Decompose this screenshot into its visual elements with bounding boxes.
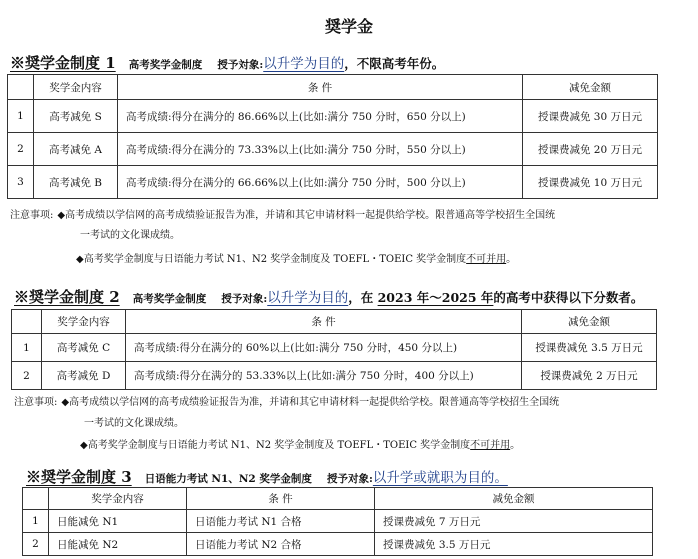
- header-cell: 减免金额: [523, 75, 658, 100]
- table-row: [12, 334, 657, 362]
- header-cell: [12, 310, 42, 334]
- scholarship-name: 高考减免 D: [42, 362, 126, 390]
- row-number: 1: [8, 100, 34, 133]
- scholarship-amount: 授课费减免 7 万日元: [375, 510, 653, 533]
- scholarship-name: 高考减免 A: [34, 133, 118, 166]
- scholarship-name: 高考减免 S: [34, 100, 118, 133]
- section-1-note-1: [10, 206, 555, 221]
- note-text: ◆高考成绩以学信网的高考成绩验证报告为准，并请和其它申请材料一起提供给学校。限普通高等学校招生全国统: [57, 210, 556, 221]
- section-1-heading: [10, 52, 444, 73]
- section-2-note-1-cont: 一考试的文化课成绩。: [84, 418, 184, 429]
- scholarship-amount: 授课费减免 30 万日元: [523, 100, 658, 133]
- header-cell: 条 件: [126, 310, 522, 334]
- section-1-table: [7, 74, 658, 199]
- section-2-note-2: [80, 436, 520, 451]
- scholarship-condition: 高考成绩:得分在满分的 73.33%以上(比如:满分 750 分时，550 分以上): [118, 133, 523, 166]
- table-row: [12, 362, 657, 390]
- table-row: [23, 510, 653, 533]
- section-1-title: ※奨学金制度 1: [10, 54, 116, 72]
- section-2-target-label: 授予对象:: [221, 293, 268, 305]
- table-row: [23, 533, 653, 556]
- header-cell: 奖学金内容: [49, 488, 187, 510]
- section-1-note-1-cont: 一考试的文化课成绩。: [80, 230, 180, 241]
- scholarship-condition: 高考成绩:得分在满分的 60%以上(比如:满分 750 分时，450 分以上): [126, 334, 522, 362]
- scholarship-name: 高考减免 C: [42, 334, 126, 362]
- scholarship-condition: 日语能力考试 N1 合格: [187, 510, 375, 533]
- section-3-title: ※奨学金制度 3: [26, 468, 132, 486]
- page-title: 奨学金: [324, 17, 373, 36]
- section-2-subtitle: 高考奖学金制度: [132, 293, 207, 305]
- note-emphasis: 不可并用: [470, 440, 511, 451]
- scholarship-condition: 日语能力考试 N2 合格: [187, 533, 375, 556]
- table-header-row: [8, 75, 658, 100]
- row-number: 1: [12, 334, 42, 362]
- table-row: [8, 100, 658, 133]
- row-number: 2: [23, 533, 49, 556]
- section-2-note-1: [14, 393, 559, 408]
- scholarship-amount: 授课费减免 2 万日元: [522, 362, 657, 390]
- scholarship-amount: 授课费减免 3.5 万日元: [375, 533, 653, 556]
- note-text: ◆高考奖学金制度与日语能力考试 N1、N2 奖学金制度及 TOEFL・TOEIC 奖学金制度: [80, 440, 471, 451]
- note-text: ◆高考奖学金制度与日语能力考试 N1、N2 奖学金制度及 TOEFL・TOEIC 奖学金制度: [76, 254, 467, 265]
- section-3-heading: [26, 466, 508, 487]
- row-number: 3: [8, 166, 34, 199]
- section-2-target: 以升学为目的: [267, 290, 349, 306]
- section-2-table: [11, 309, 657, 390]
- note-text: 。: [510, 440, 521, 451]
- section-3-target: 以升学或就职为目的。: [372, 470, 508, 486]
- header-cell: [23, 488, 49, 510]
- header-cell: 条 件: [187, 488, 375, 510]
- header-cell: 减免金额: [375, 488, 653, 510]
- scholarship-condition: 高考成绩:得分在满分的 53.33%以上(比如:满分 750 分时，400 分以上): [126, 362, 522, 390]
- section-1-note-2: [76, 250, 516, 265]
- section-1-target-rest: ，不限高考年份。: [344, 56, 445, 71]
- row-number: 2: [12, 362, 42, 390]
- table-row: [8, 133, 658, 166]
- table-row: [8, 166, 658, 199]
- scholarship-name: 日能减免 N1: [49, 510, 187, 533]
- notes-label: 注意事项:: [14, 397, 58, 408]
- note-text: 。: [506, 254, 517, 265]
- scholarship-amount: 授课费减免 3.5 万日元: [522, 334, 657, 362]
- header-cell: 减免金额: [522, 310, 657, 334]
- row-number: 1: [23, 510, 49, 533]
- section-3-subtitle: 日语能力考试 N1、N2 奖学金制度: [144, 473, 312, 485]
- scholarship-amount: 授课费减免 10 万日元: [523, 166, 658, 199]
- note-emphasis: 不可并用: [466, 254, 507, 265]
- note-text: ◆高考成绩以学信网的高考成绩验证报告为准，并请和其它申请材料一起提供给学校。限普通高等学校招生全国统: [61, 397, 560, 408]
- section-3-table: [22, 487, 653, 556]
- scholarship-condition: 高考成绩:得分在满分的 86.66%以上(比如:满分 750 分时，650 分以上): [118, 100, 523, 133]
- header-cell: 条 件: [118, 75, 523, 100]
- table-header-row: [23, 488, 653, 510]
- section-2-title: ※奨学金制度 2: [14, 288, 120, 306]
- scholarship-name: 日能减免 N2: [49, 533, 187, 556]
- section-3-target-label: 授予对象:: [326, 473, 373, 485]
- section-1-target-label: 授予対象:: [217, 59, 264, 71]
- notes-label: 注意事项:: [10, 210, 54, 221]
- section-2-target-rest: ，在 2023 年～2025 年的高考中获得以下分数者。: [348, 290, 644, 305]
- row-number: 2: [8, 133, 34, 166]
- header-cell: 奖学金内容: [34, 75, 118, 100]
- table-header-row: [12, 310, 657, 334]
- section-1-subtitle: 高考奖学金制度: [128, 59, 203, 71]
- section-1-target: 以升学为目的: [263, 56, 345, 72]
- scholarship-name: 高考减免 B: [34, 166, 118, 199]
- section-2-heading: [14, 286, 643, 307]
- scholarship-condition: 高考成绩:得分在满分的 66.66%以上(比如:满分 750 分时，500 分以上): [118, 166, 523, 199]
- scholarship-amount: 授课费减免 20 万日元: [523, 133, 658, 166]
- header-cell: 奖学金内容: [42, 310, 126, 334]
- header-cell: [8, 75, 34, 100]
